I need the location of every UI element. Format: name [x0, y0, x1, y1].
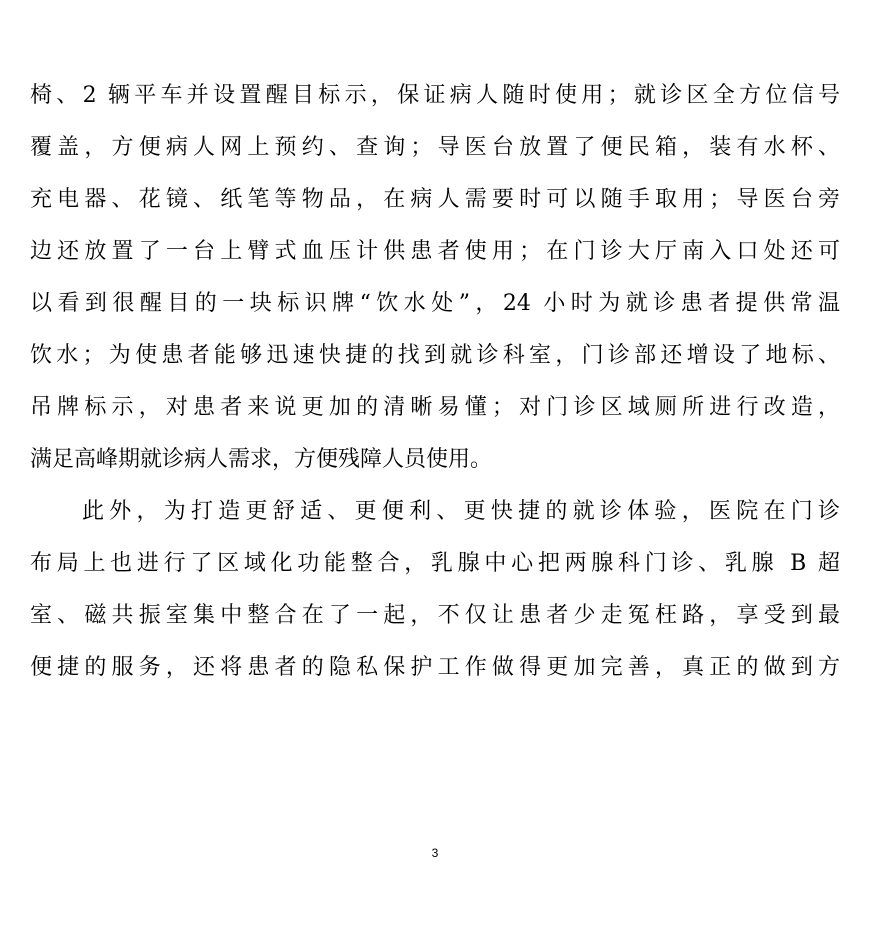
text-line: 此外，为打造更舒适、更便利、更快捷的就诊体验，医院在门诊 — [82, 499, 840, 524]
body-text — [30, 70, 840, 694]
text-line: 布局上也进行了区域化功能整合，乳腺中心把两腺科门诊、乳腺 B 超 — [30, 551, 840, 576]
text-line: 室、磁共振室集中整合在了一起，不仅让患者少走冤枉路，享受到最 — [30, 603, 840, 628]
text-line: 边还放置了一台上臂式血压计供患者使用；在门诊大厅南入口处还可 — [30, 239, 840, 264]
page-number: 3 — [431, 846, 439, 860]
text-line: 充电器、花镜、纸笔等物品，在病人需要时可以随手取用；导医台旁 — [30, 187, 840, 212]
text-line: 便捷的服务，还将患者的隐私保护工作做得更加完善，真正的做到方 — [30, 655, 840, 680]
paragraph-1 — [30, 70, 840, 486]
text-line: 以看到很醒目的一块标识牌“饮水处”，24 小时为就诊患者提供常温 — [30, 291, 840, 316]
text-line: 饮水；为使患者能够迅速快捷的找到就诊科室，门诊部还增设了地标、 — [30, 343, 840, 368]
text-line: 满足高峰期就诊病人需求，方便残障人员使用。 — [30, 447, 493, 472]
text-line: 椅、2 辆平车并设置醒目标示，保证病人随时使用；就诊区全方位信号 — [30, 83, 840, 108]
text-line: 吊牌标示，对患者来说更加的清晰易懂；对门诊区域厕所进行改造， — [30, 395, 840, 420]
paragraph-2 — [30, 486, 840, 694]
text-line: 覆盖，方便病人网上预约、查询；导医台放置了便民箱，装有水杯、 — [30, 135, 840, 160]
